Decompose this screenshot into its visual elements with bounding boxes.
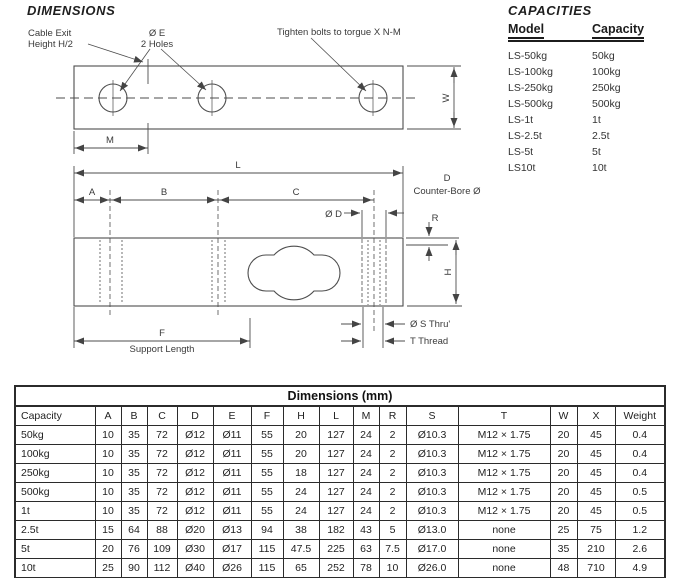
capacity-column-header: Capacity xyxy=(592,22,644,39)
dim-column-header: X xyxy=(577,406,615,426)
dimensions-table-header-row xyxy=(15,406,665,426)
dim-cell: 45 xyxy=(577,464,615,483)
dim-cell: Ø12 xyxy=(177,445,213,464)
dim-column-header: S xyxy=(406,406,458,426)
dim-cell: Ø10.3 xyxy=(406,445,458,464)
dimensions-table-body xyxy=(15,426,665,578)
dim-cell: 0.4 xyxy=(615,426,665,445)
dim-cell: 47.5 xyxy=(283,540,319,559)
dim-cell: 0.4 xyxy=(615,445,665,464)
dim-column-header: W xyxy=(550,406,577,426)
dim-cell: 0.4 xyxy=(615,464,665,483)
r-dimension xyxy=(406,222,459,261)
dim-h-label: H xyxy=(443,268,454,276)
dim-column-header: L xyxy=(319,406,353,426)
dim-cell: 45 xyxy=(577,445,615,464)
dim-cell: 20 xyxy=(550,464,577,483)
capacity-value: 50kg xyxy=(592,50,615,62)
dim-cell: 2.6 xyxy=(615,540,665,559)
dim-cell: 10 xyxy=(95,464,121,483)
dim-cell: 24 xyxy=(353,483,379,502)
dim-cell: 76 xyxy=(121,540,147,559)
dim-cell: 48 xyxy=(550,559,577,578)
dim-b-label: B xyxy=(160,187,168,198)
dim-cell: 55 xyxy=(251,426,283,445)
dim-cell: Ø12 xyxy=(177,502,213,521)
capacities-heading: CAPACITIES xyxy=(508,3,592,18)
dim-column-header: F xyxy=(251,406,283,426)
dim-cell: Ø12 xyxy=(177,426,213,445)
dim-cell: 500kg xyxy=(15,483,95,502)
dim-cell: 127 xyxy=(319,426,353,445)
dim-table-row xyxy=(15,464,665,483)
model-value: LS-100kg xyxy=(508,66,553,78)
dim-cell: Ø20 xyxy=(177,521,213,540)
dim-cell: 20 xyxy=(550,426,577,445)
dim-cell: Ø17 xyxy=(213,540,251,559)
model-value: LS-1t xyxy=(508,114,534,126)
dim-cell: 24 xyxy=(283,483,319,502)
torque-note: Tighten bolts to torgue X N-M xyxy=(277,27,401,38)
dim-cell: 252 xyxy=(319,559,353,578)
dim-cell: Ø17.0 xyxy=(406,540,458,559)
side-view-body xyxy=(74,238,403,306)
dim-cell: 10 xyxy=(95,483,121,502)
dim-column-header: H xyxy=(283,406,319,426)
dim-table-row xyxy=(15,540,665,559)
capacity-value: 100kg xyxy=(592,66,621,78)
dim-l-label: L xyxy=(235,160,241,171)
capacity-value: 500kg xyxy=(592,98,621,110)
dim-cell: Ø11 xyxy=(213,502,251,521)
dim-m-label: M xyxy=(106,135,114,146)
cable-exit-label2: Height H/2 xyxy=(28,39,73,50)
dim-cell: 63 xyxy=(353,540,379,559)
dim-cell: 35 xyxy=(121,445,147,464)
capacity-value: 5t xyxy=(592,146,601,158)
counter-bore-label: D xyxy=(443,173,451,184)
dim-cell: 10 xyxy=(379,559,406,578)
dim-cell: 100kg xyxy=(15,445,95,464)
dim-cell: none xyxy=(458,559,550,578)
dim-cell: 2 xyxy=(379,464,406,483)
dim-cell: 5 xyxy=(379,521,406,540)
dim-cell: Ø12 xyxy=(177,483,213,502)
dim-cell: Ø10.3 xyxy=(406,464,458,483)
dim-cell: 65 xyxy=(283,559,319,578)
dim-cell: 72 xyxy=(147,483,177,502)
dim-cell: 1.2 xyxy=(615,521,665,540)
dim-cell: 35 xyxy=(121,483,147,502)
model-column-header: Model xyxy=(508,22,544,39)
dim-cell: 2 xyxy=(379,483,406,502)
dim-cell: 20 xyxy=(283,445,319,464)
side-view xyxy=(74,166,462,348)
capacity-value: 250kg xyxy=(592,82,621,94)
dim-cell: Ø12 xyxy=(177,464,213,483)
w-dimension xyxy=(407,66,461,129)
dim-cell: 55 xyxy=(251,502,283,521)
dim-cell: 18 xyxy=(283,464,319,483)
dim-cell: 210 xyxy=(577,540,615,559)
dim-cell: 55 xyxy=(251,445,283,464)
dim-cell: 182 xyxy=(319,521,353,540)
dim-table-row xyxy=(15,559,665,578)
dim-cell: 2 xyxy=(379,426,406,445)
dim-cell: 2 xyxy=(379,502,406,521)
dim-cell: Ø40 xyxy=(177,559,213,578)
dim-cell: 24 xyxy=(353,445,379,464)
dim-table-row xyxy=(15,483,665,502)
dim-cell: Ø13 xyxy=(213,521,251,540)
l-dimension xyxy=(74,166,403,237)
dim-cell: 0.5 xyxy=(615,502,665,521)
dim-column-header: D xyxy=(177,406,213,426)
dim-cell: 88 xyxy=(147,521,177,540)
dim-cell: 5t xyxy=(15,540,95,559)
dim-table-row xyxy=(15,426,665,445)
dim-cell: Ø10.3 xyxy=(406,426,458,445)
dim-cell: 94 xyxy=(251,521,283,540)
cable-exit-label: Cable Exit xyxy=(28,28,72,39)
dim-cell: 115 xyxy=(251,540,283,559)
dim-cell: 64 xyxy=(121,521,147,540)
dim-cell: none xyxy=(458,540,550,559)
dim-column-header: C xyxy=(147,406,177,426)
dim-a-label: A xyxy=(88,187,96,198)
model-value: LS-250kg xyxy=(508,82,553,94)
dim-cell: 72 xyxy=(147,426,177,445)
dim-cell: Ø30 xyxy=(177,540,213,559)
dim-column-header: M xyxy=(353,406,379,426)
model-value: LS-2.5t xyxy=(508,130,542,142)
dim-cell: 78 xyxy=(353,559,379,578)
dim-column-header: R xyxy=(379,406,406,426)
dim-cell: 20 xyxy=(550,502,577,521)
dim-cell: Ø11 xyxy=(213,464,251,483)
dim-cell: 90 xyxy=(121,559,147,578)
dim-cell: 43 xyxy=(353,521,379,540)
dim-cell: 115 xyxy=(251,559,283,578)
dim-cell: Ø11 xyxy=(213,483,251,502)
dim-cell: Ø26 xyxy=(213,559,251,578)
dim-cell: 25 xyxy=(95,559,121,578)
dim-r-label: R xyxy=(431,213,439,224)
dim-cell: 38 xyxy=(283,521,319,540)
dim-cell: 35 xyxy=(121,426,147,445)
dim-cell: Ø10.3 xyxy=(406,502,458,521)
dim-cell: 2.5t xyxy=(15,521,95,540)
dim-cell: 250kg xyxy=(15,464,95,483)
dim-cell: M12 × 1.75 xyxy=(458,502,550,521)
dim-cell: 127 xyxy=(319,445,353,464)
dim-cell: 15 xyxy=(95,521,121,540)
dim-s-label: Ø S Thru' xyxy=(410,319,451,330)
dim-f-label: F xyxy=(159,328,165,339)
dim-cell: 112 xyxy=(147,559,177,578)
s-t-dimension xyxy=(341,307,405,348)
side-view-labels xyxy=(89,160,481,355)
dim-cell: Ø26.0 xyxy=(406,559,458,578)
dim-cell: 7.5 xyxy=(379,540,406,559)
model-value: LS-5t xyxy=(508,146,534,158)
dim-od-label: Ø D xyxy=(325,209,342,220)
dim-column-header: B xyxy=(121,406,147,426)
dim-table-row xyxy=(15,445,665,464)
dim-cell: 127 xyxy=(319,483,353,502)
model-value: LS-50kg xyxy=(508,50,548,62)
dim-cell: 20 xyxy=(283,426,319,445)
dim-cell: 35 xyxy=(121,464,147,483)
counter-bore-label2: Counter-Bore Ø xyxy=(413,186,481,197)
top-view-body xyxy=(74,66,403,129)
dim-cell: M12 × 1.75 xyxy=(458,426,550,445)
dim-cell: 35 xyxy=(550,540,577,559)
dim-cell: 20 xyxy=(550,483,577,502)
dim-cell: none xyxy=(458,521,550,540)
dim-column-header: Capacity xyxy=(15,406,95,426)
dim-cell: 109 xyxy=(147,540,177,559)
dim-cell: 10 xyxy=(95,502,121,521)
dim-cell: 55 xyxy=(251,483,283,502)
dim-cell: 75 xyxy=(577,521,615,540)
dim-cell: 24 xyxy=(283,502,319,521)
top-view xyxy=(56,38,461,154)
dim-cell: 2 xyxy=(379,445,406,464)
dim-t-label: T Thread xyxy=(410,336,449,347)
support-length-label: Support Length xyxy=(129,344,195,355)
dimensions-table-section xyxy=(14,385,666,578)
dim-table-row xyxy=(15,502,665,521)
dim-cell: 24 xyxy=(353,464,379,483)
dim-cell: 24 xyxy=(353,502,379,521)
dim-cell: M12 × 1.75 xyxy=(458,483,550,502)
dim-cell: M12 × 1.75 xyxy=(458,445,550,464)
dim-cell: 10t xyxy=(15,559,95,578)
dimensions-table xyxy=(14,385,666,578)
dim-cell: 10 xyxy=(95,426,121,445)
dim-cell: 45 xyxy=(577,502,615,521)
dim-cell: Ø13.0 xyxy=(406,521,458,540)
leader-lines xyxy=(88,38,366,91)
dim-column-header: T xyxy=(458,406,550,426)
dim-column-header: Weight xyxy=(615,406,665,426)
dim-cell: Ø11 xyxy=(213,426,251,445)
hidden-hole-lines xyxy=(100,240,380,305)
dim-cell: 20 xyxy=(550,445,577,464)
dim-cell: 127 xyxy=(319,464,353,483)
dim-cell: 45 xyxy=(577,426,615,445)
dim-w-label: W xyxy=(441,93,452,103)
dim-cell: M12 × 1.75 xyxy=(458,464,550,483)
dim-cell: 45 xyxy=(577,483,615,502)
dim-cell: 72 xyxy=(147,464,177,483)
dim-cell: 127 xyxy=(319,502,353,521)
dim-cell: 10 xyxy=(95,445,121,464)
dim-cell: 20 xyxy=(95,540,121,559)
dim-column-header: A xyxy=(95,406,121,426)
dim-column-header: E xyxy=(213,406,251,426)
capacity-value: 2.5t xyxy=(592,130,610,142)
dim-cell: Ø10.3 xyxy=(406,483,458,502)
dim-cell: 710 xyxy=(577,559,615,578)
hole-dia-label: Ø E xyxy=(148,28,166,39)
dim-table-row xyxy=(15,521,665,540)
dimensions-heading: DIMENSIONS xyxy=(27,3,116,18)
model-value: LS10t xyxy=(508,162,536,174)
dim-cell: 72 xyxy=(147,445,177,464)
dim-cell: 0.5 xyxy=(615,483,665,502)
capacity-value: 10t xyxy=(592,162,607,174)
dim-cell: 72 xyxy=(147,502,177,521)
dim-cell: 25 xyxy=(550,521,577,540)
dim-c-label: C xyxy=(292,187,300,198)
dim-cell: 55 xyxy=(251,464,283,483)
dim-cell: 35 xyxy=(121,502,147,521)
capacity-value: 1t xyxy=(592,114,601,126)
dimensions-table-title: Dimensions (mm) xyxy=(14,385,666,405)
dim-cell: 1t xyxy=(15,502,95,521)
dim-cell: Ø11 xyxy=(213,445,251,464)
dim-cell: 50kg xyxy=(15,426,95,445)
dim-cell: 4.9 xyxy=(615,559,665,578)
model-value: LS-500kg xyxy=(508,98,553,110)
hole-count-label: 2 Holes xyxy=(140,39,174,50)
dim-cell: 24 xyxy=(353,426,379,445)
flexure-cutout xyxy=(248,246,340,300)
dim-cell: 225 xyxy=(319,540,353,559)
